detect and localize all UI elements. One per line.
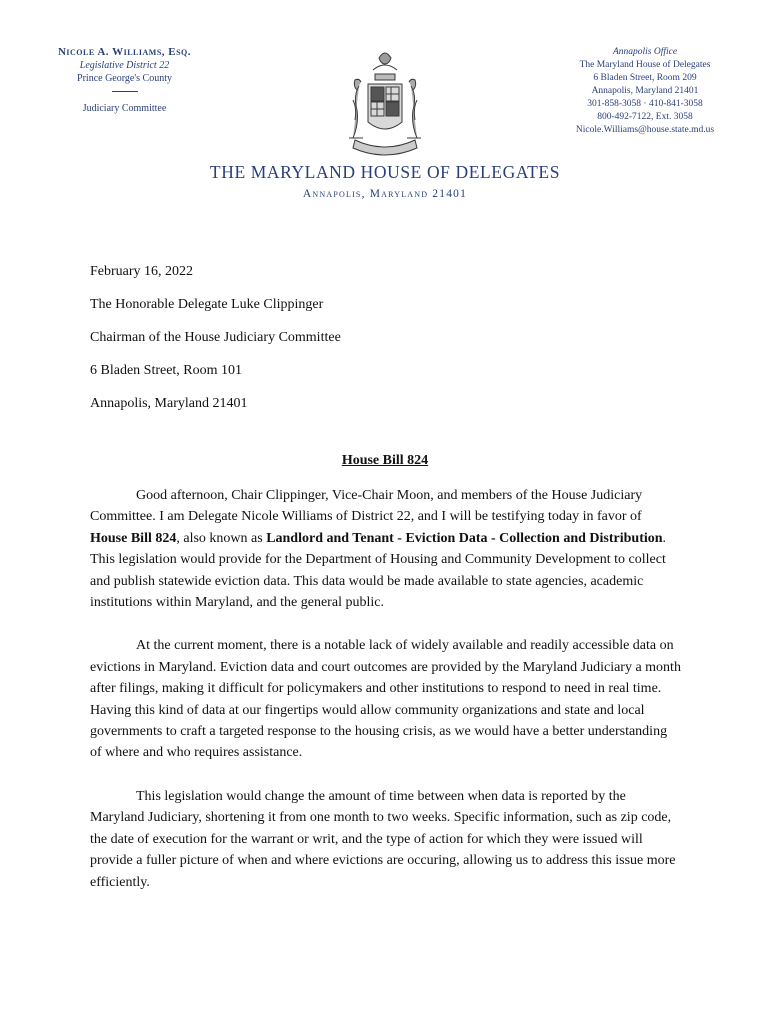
letterhead-divider <box>112 91 138 92</box>
paragraph-1 <box>90 485 682 613</box>
legislative-district: Legislative District 22 <box>79 60 170 71</box>
bill-number-bold: House Bill 824 <box>90 530 177 546</box>
letterhead-left-block <box>52 46 197 115</box>
recipient-name: The Honorable Delegate Luke Clippinger <box>90 297 324 312</box>
office-label: Annapolis Office <box>612 47 678 57</box>
office-building: The Maryland House of Delegates <box>579 60 711 70</box>
delegate-name: Nicole A. Williams, Esq. <box>57 46 192 58</box>
house-title: THE MARYLAND HOUSE OF DELEGATES <box>209 162 561 182</box>
paragraph-1-text-e: . This legislation would provide for the Department of Housing and Community Development to collect and publish statewide eviction data. This data would be made available to state agencies, academic institutions within Maryland, and the general public. <box>90 530 667 611</box>
house-subtitle: Annapolis, Maryland 21401 <box>302 188 468 200</box>
paragraph-1-text-c: , also known as <box>176 530 267 546</box>
recipient-city: Annapolis, Maryland 21401 <box>90 396 248 411</box>
office-city: Annapolis, Maryland 21401 <box>591 86 699 96</box>
recipient-block <box>90 262 341 427</box>
recipient-street: 6 Bladen Street, Room 101 <box>90 363 243 378</box>
recipient-title: Chairman of the House Judiciary Committee <box>90 330 341 345</box>
letterhead-right-block <box>560 46 730 137</box>
paragraph-1-text-a: Good afternoon, Chair Clippinger, Vice-Chair Moon, and members of the House Judiciary Committee. I am Delegate Nicole Williams of District 22, and I will be testifying today in favor of <box>90 488 643 525</box>
letter-date: February 16, 2022 <box>90 264 194 279</box>
bill-title: House Bill 824 <box>341 453 429 468</box>
office-email: Nicole.Williams@house.state.md.us <box>575 125 715 135</box>
committee: Judiciary Committee <box>82 103 167 114</box>
letter-body <box>90 485 682 915</box>
paragraph-3: This legislation would change the amount of time between when data is reported by the Maryland Judiciary, shortening it from one month to two weeks. Specific information, such as zip code, the date of execution for the warrant or writ, and the type of action for which they were issued will provide a fuller picture of when and where evictions are occuring, allowing us to address this issue more efficiently. <box>90 788 676 890</box>
office-phone: 301-858-3058 · 410-841-3058 <box>587 99 703 109</box>
office-street: 6 Bladen Street, Room 209 <box>593 73 697 83</box>
office-tollfree: 800-492-7122, Ext. 3058 <box>597 112 693 122</box>
county: Prince George's County <box>77 73 172 84</box>
paragraph-2: At the current moment, there is a notable lack of widely available and readily accessible data on evictions in Maryland. Eviction data and court outcomes are provided by the Maryland Judiciary a month after filings, making it difficult for policymakers and other institutions to respond to need in real time. Having this kind of data at our fingertips would allow community organizations and state and local governments to craft a targeted response to the housing crisis, as we would have a better understanding of where and who requires assistance. <box>90 638 681 761</box>
maryland-great-seal-icon <box>335 44 435 162</box>
bill-name-bold: Landlord and Tenant - Eviction Data - Collection and Distribution <box>266 530 663 546</box>
